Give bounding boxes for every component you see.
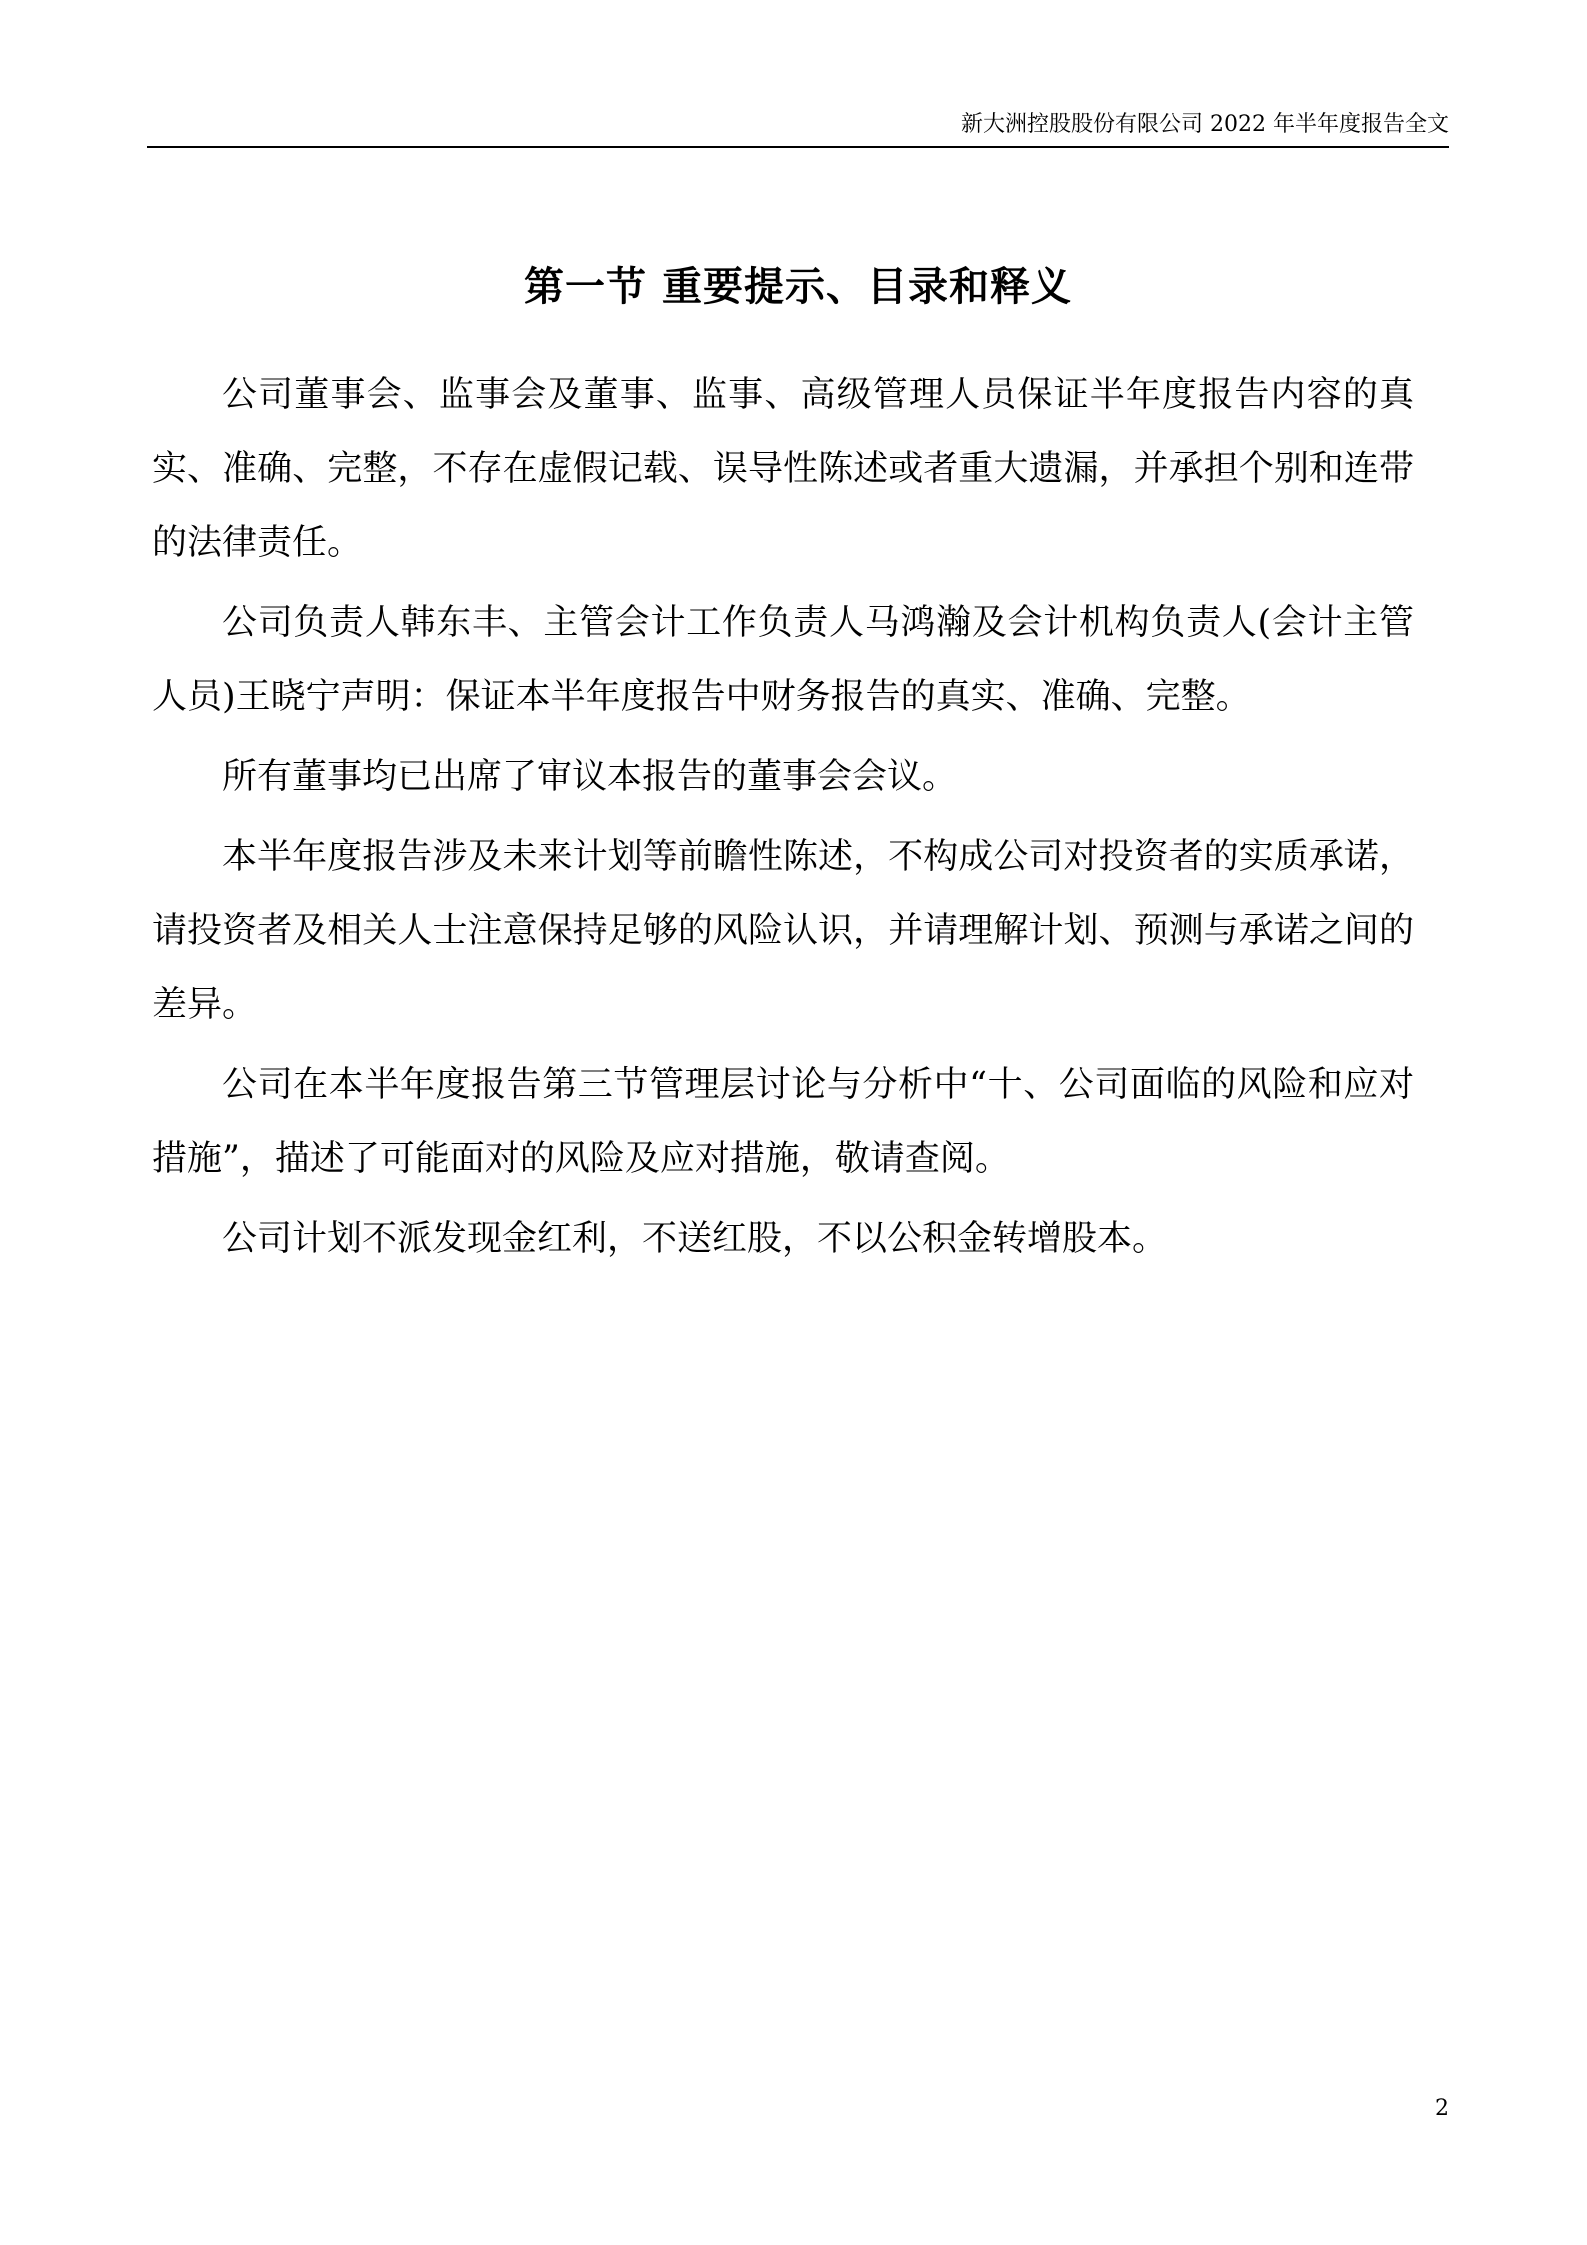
paragraph-dividend-plan: 公司计划不派发现金红利，不送红股，不以公积金转增股本。 [222,1219,1168,1259]
paragraph-forward-looking-statement: 本半年度报告涉及未来计划等前瞻性陈述，不构成公司对投资者的实质承诺，请投资者及相关人士注意保持足够的风险认识，并请理解计划、预测与承诺之间的差异。 [152,837,1414,1025]
page-header [147,108,1449,142]
page-number: 2 [1435,2096,1449,2121]
paragraph-responsible-persons-statement: 公司负责人韩东丰、主管会计工作负责人马鸿瀚及会计机构负责人(会计主管人员)王晓宁声明：保证本半年度报告中财务报告的真实、准确、完整。 [152,603,1414,717]
section-title: 第一节 重要提示、目录和释义 [524,262,1072,310]
paragraph-board-attendance: 所有董事均已出席了审议本报告的董事会会议。 [222,757,958,797]
paragraph-risk-reference: 公司在本半年度报告第三节管理层讨论与分析中“十、公司面临的风险和应对措施”，描述了可能面对的风险及应对措施，敬请查阅。 [152,1065,1414,1179]
running-header-title: 新大洲控股股份有限公司 2022 年半年度报告全文 [961,112,1449,137]
header-divider [147,146,1449,148]
body-text [152,358,1414,1282]
paragraph-accuracy-guarantee: 公司董事会、监事会及董事、监事、高级管理人员保证半年度报告内容的真实、准确、完整，不存在虚假记载、误导性陈述或者重大遗漏，并承担个别和连带的法律责任。 [152,375,1414,563]
